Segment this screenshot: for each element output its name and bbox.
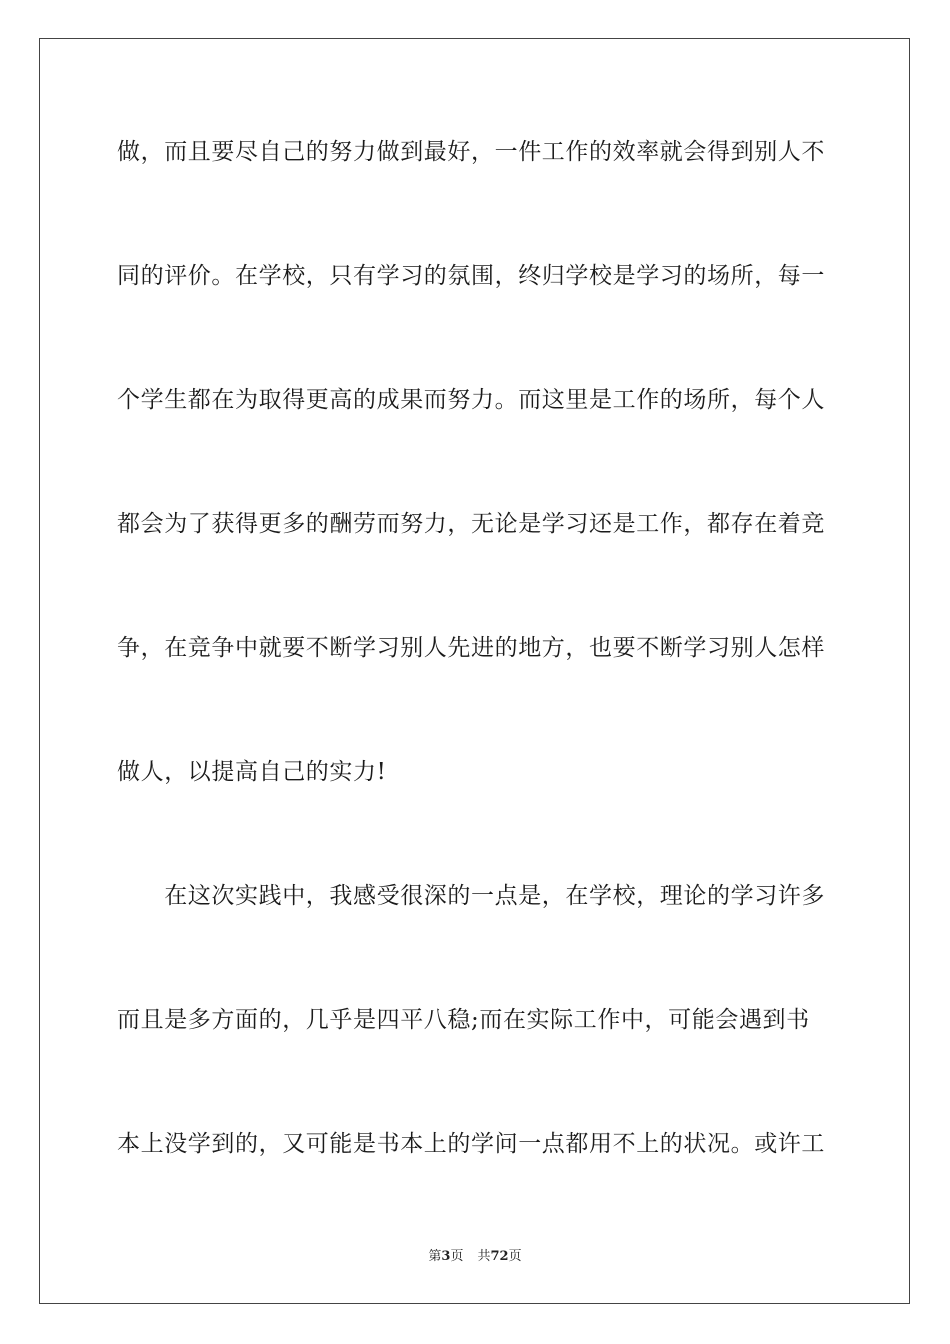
body-text-line-5: 争，在竞争中就要不断学习别人先进的地方，也要不断学习别人怎样	[117, 635, 825, 661]
body-text-line-3: 个学生都在为取得更高的成果而努力。而这里是工作的场所，每个人	[117, 387, 825, 413]
body-text-line-2: 同的评价。在学校，只有学习的氛围，终归学校是学习的场所，每一	[117, 263, 825, 289]
page-border	[39, 38, 910, 1304]
body-text-line-7: 在这次实践中，我感受很深的一点是，在学校，理论的学习许多	[117, 883, 825, 909]
footer-total-pages: 72	[490, 1249, 509, 1264]
body-text-line-6: 做人，以提高自己的实力!	[117, 759, 387, 785]
footer-page-suffix: 页	[450, 1249, 464, 1264]
body-text-line-4: 都会为了获得更多的酬劳而努力，无论是学习还是工作，都存在着竞	[117, 511, 825, 537]
body-text-line-9: 本上没学到的，又可能是书本上的学问一点都用不上的状况。或许工	[117, 1131, 825, 1157]
footer-page-number: 3	[441, 1249, 451, 1264]
footer-total-suffix: 页	[508, 1249, 522, 1264]
body-text-line-8: 而且是多方面的，几乎是四平八稳;而在实际工作中，可能会遇到书	[117, 1007, 810, 1033]
body-text-line-1: 做，而且要尽自己的努力做到最好，一件工作的效率就会得到别人不	[117, 139, 825, 165]
page-footer	[0, 1247, 950, 1267]
footer-page-prefix: 第	[428, 1249, 442, 1264]
footer-total-prefix: 共	[477, 1249, 491, 1264]
